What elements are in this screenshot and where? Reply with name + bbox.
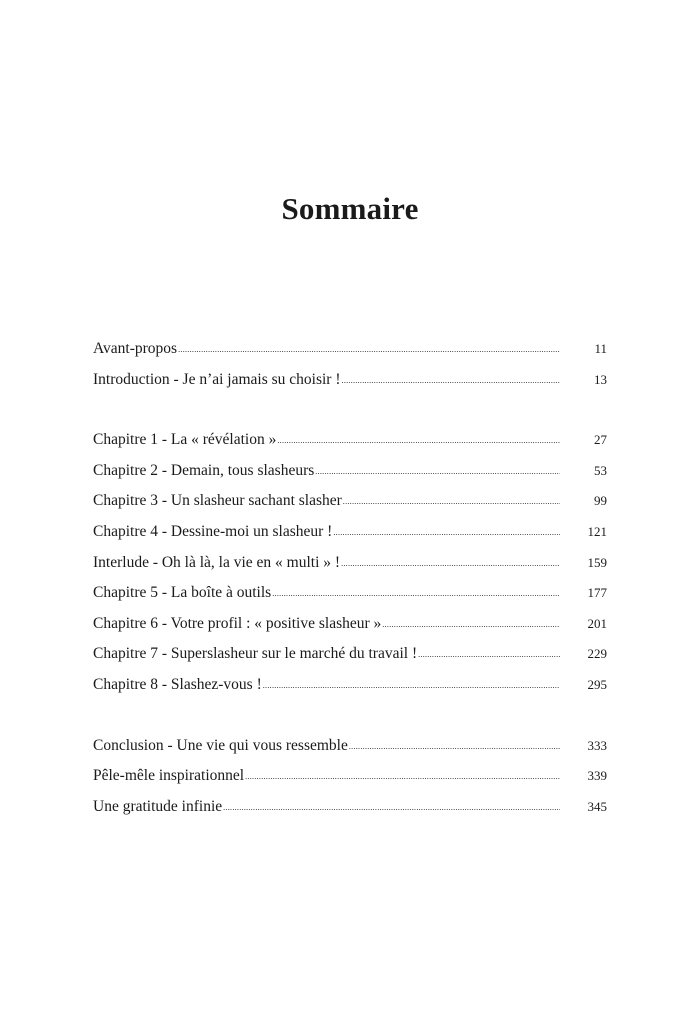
toc-group-back-matter xyxy=(93,737,607,829)
toc-group-chapters xyxy=(93,431,607,706)
toc-entry-label: Introduction - Je n’ai jamais su choisir ! xyxy=(93,370,341,388)
toc-entry xyxy=(93,767,607,798)
toc-entry xyxy=(93,371,607,402)
table-of-contents xyxy=(93,340,607,858)
toc-leader-dots xyxy=(382,620,560,629)
toc-entry-label: Chapitre 5 - La boîte à outils xyxy=(93,584,272,602)
toc-leader-dots xyxy=(315,467,560,476)
toc-entry-page: 159 xyxy=(587,554,607,570)
toc-entry-page: 177 xyxy=(587,585,607,601)
toc-entry-page: 27 xyxy=(594,432,607,448)
toc-leader-dots xyxy=(263,681,560,690)
toc-leader-dots xyxy=(178,345,560,354)
toc-leader-dots xyxy=(341,559,560,568)
toc-entry-page: 229 xyxy=(587,646,607,662)
toc-entry xyxy=(93,737,607,768)
page-title: Sommaire xyxy=(281,190,419,226)
toc-leader-dots xyxy=(418,650,560,659)
toc-entry-label: Conclusion - Une vie qui vous ressemble xyxy=(93,736,348,754)
toc-leader-dots xyxy=(342,376,560,385)
toc-entry-label: Chapitre 2 - Demain, tous slasheurs xyxy=(93,461,315,479)
toc-leader-dots xyxy=(277,436,560,445)
toc-entry-label: Une gratitude infinie xyxy=(93,797,223,815)
toc-entry-label: Chapitre 1 - La « révélation » xyxy=(93,431,277,449)
toc-entry xyxy=(93,645,607,676)
toc-entry xyxy=(93,431,607,462)
toc-entry-page: 121 xyxy=(587,523,607,539)
toc-entry-page: 345 xyxy=(587,798,607,814)
toc-entry-page: 13 xyxy=(594,371,607,387)
toc-entry-page: 201 xyxy=(587,615,607,631)
toc-entry-label: Chapitre 4 - Dessine-moi un slasheur ! xyxy=(93,522,333,540)
toc-entry-label: Chapitre 3 - Un slasheur sachant slasher xyxy=(93,492,342,510)
toc-leader-dots xyxy=(223,803,560,812)
toc-entry xyxy=(93,523,607,554)
toc-entry xyxy=(93,462,607,493)
toc-entry-page: 295 xyxy=(587,676,607,692)
toc-leader-dots xyxy=(272,589,560,598)
toc-leader-dots xyxy=(245,772,560,781)
toc-leader-dots xyxy=(333,528,560,537)
toc-entry xyxy=(93,340,607,371)
toc-leader-dots xyxy=(349,742,560,751)
toc-entry-label: Interlude - Oh là là, la vie en « multi » ! xyxy=(93,553,341,571)
toc-leader-dots xyxy=(343,497,560,506)
toc-entry-page: 99 xyxy=(594,493,607,509)
toc-entry xyxy=(93,492,607,523)
toc-entry-label: Avant-propos xyxy=(93,340,178,357)
toc-entry-label: Chapitre 7 - Superslasheur sur le marché du travail ! xyxy=(93,645,418,663)
toc-entry-page: 11 xyxy=(594,341,607,356)
toc-entry xyxy=(93,584,607,615)
toc-group-front-matter xyxy=(93,340,607,401)
toc-entry-page: 333 xyxy=(587,737,607,753)
toc-entry-label: Chapitre 6 - Votre profil : « positive slasheur » xyxy=(93,614,382,632)
toc-entry xyxy=(93,676,607,707)
toc-entry-page: 53 xyxy=(594,462,607,478)
toc-entry xyxy=(93,798,607,829)
toc-entry-label: Pêle-mêle inspirationnel xyxy=(93,767,245,785)
toc-entry xyxy=(93,615,607,646)
toc-entry xyxy=(93,554,607,585)
toc-entry-label: Chapitre 8 - Slashez-vous ! xyxy=(93,675,262,693)
toc-entry-page: 339 xyxy=(587,768,607,784)
